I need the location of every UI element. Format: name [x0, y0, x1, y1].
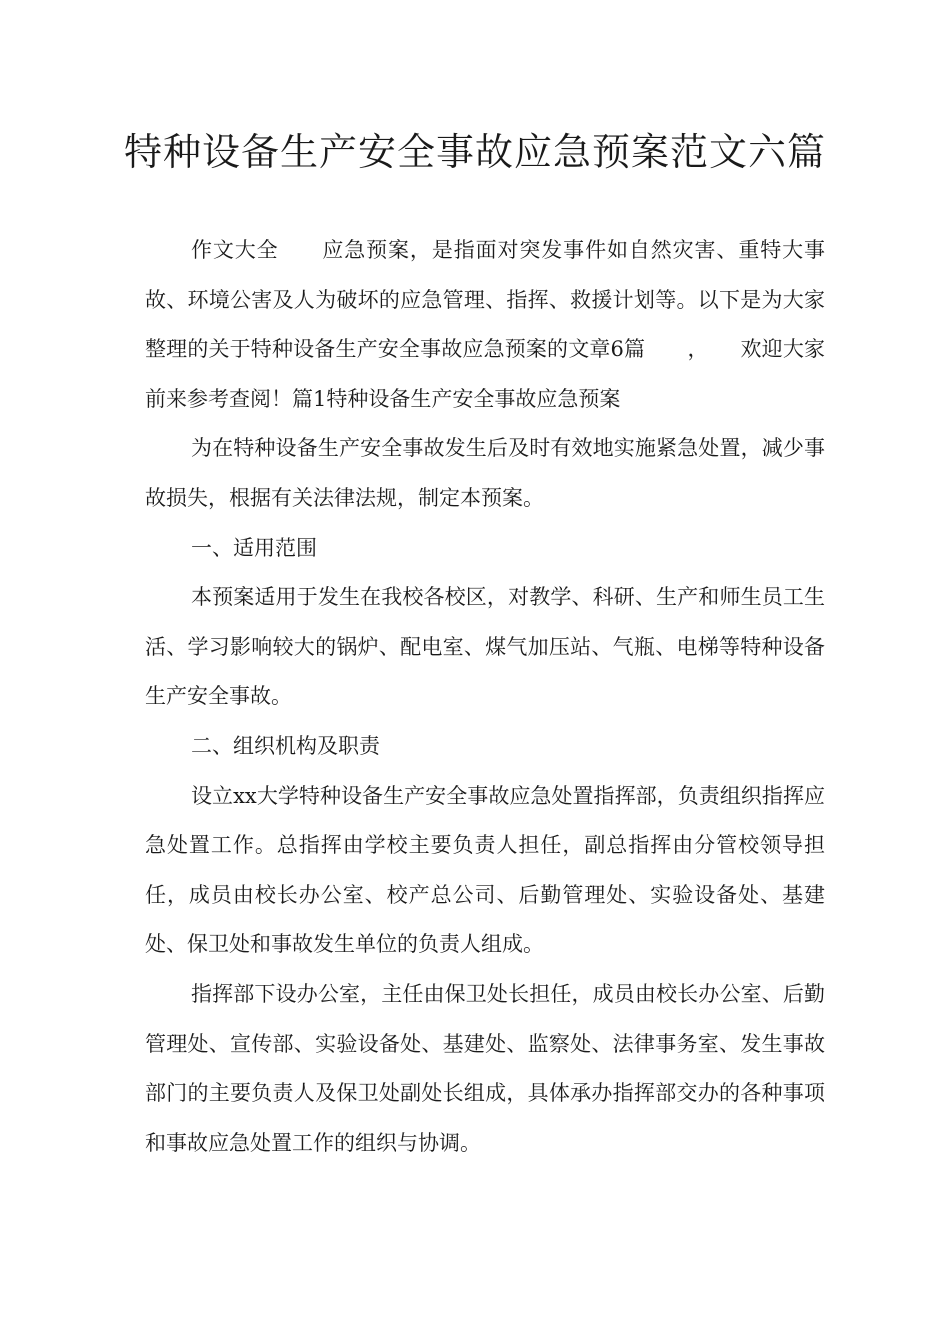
purpose-paragraph: 为在特种设备生产安全事故发生后及时有效地实施紧急处置，减少事故损失，根据有关法律法规，制定本预案。	[145, 436, 825, 510]
scope-paragraph: 本预案适用于发生在我校各校区，对教学、科研、生产和师生员工生活、学习影响较大的锅炉、配电室、煤气加压站、气瓶、电梯等特种设备生产安全事故。	[145, 585, 825, 709]
document-body	[145, 226, 825, 1168]
document-title: 特种设备生产安全事故应急预案范文六篇	[123, 130, 826, 174]
office-paragraph: 指挥部下设办公室，主任由保卫处长担任，成员由校长办公室、后勤管理处、宣传部、实验设备处、基建处、监察处、法律事务室、发生事故部门的主要负责人及保卫处副处长组成，具体承办指挥部交办的各种事项和事故应急处置工作的组织与协调。	[145, 981, 825, 1155]
organization-paragraph: 设立xx大学特种设备生产安全事故应急处置指挥部，负责组织指挥应急处置工作。总指挥由学校主要负责人担任，副总指挥由分管校领导担任，成员由校长办公室、校产总公司、后勤管理处、实验设备处、基建处、保卫处和事故发生单位的负责人组成。	[145, 783, 825, 957]
section-heading-scope: 一、适用范围	[191, 535, 317, 560]
section-heading-organization: 二、组织机构及职责	[191, 733, 380, 758]
intro-paragraph: 作文大全 应急预案，是指面对突发事件如自然灾害、重特大事故、环境公害及人为破坏的应急管理、指挥、救援计划等。以下是为大家整理的关于特种设备生产安全事故应急预案的文章6篇 ， 欢迎大家前来参考查阅！篇1特种设备生产安全事故应急预案	[145, 238, 825, 411]
